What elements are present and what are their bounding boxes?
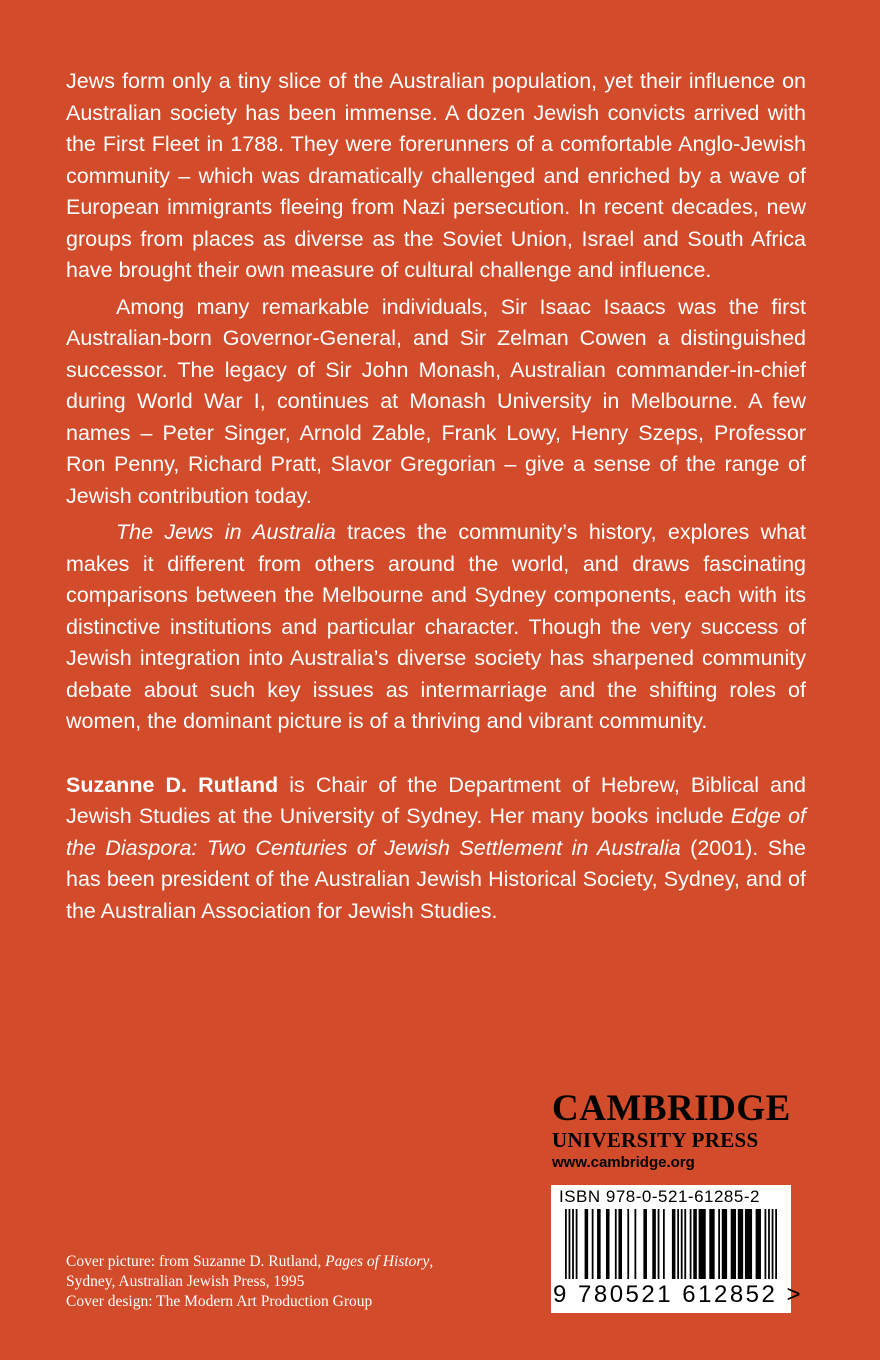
barcode-bar xyxy=(576,1209,578,1279)
credit-line-2: Sydney, Australian Jewish Press, 1995 xyxy=(66,1273,305,1290)
barcode-bar xyxy=(765,1209,767,1279)
publisher-url: www.cambridge.org xyxy=(552,1154,695,1171)
author-bio-text-2: (2001). She has been president of the Australian Jewish Historical Society, Sydney, and of the Australian Association for Jewish Studies. xyxy=(66,835,806,923)
barcode-bar xyxy=(768,1209,770,1279)
back-cover-blurb xyxy=(66,66,806,927)
barcode-bar xyxy=(690,1209,692,1279)
blurb-paragraph-2: Among many remarkable individuals, Sir Isaac Isaacs was the first Australian-born Governor-General, and Sir Zelman Cowen a distinguished successor. The legacy of Sir John Monash, Australian commander-in-chief during World War I, continues at Monash University in Melbourne. A few names – Peter Singer, Arnold Zable, Frank Lowy, Henry Szeps, Professor Ron Penny, Richard Pratt, Slavor Gregorian – give a sense of the range of Jewish contribution today. xyxy=(66,294,806,508)
blurb-paragraph-1: Jews form only a tiny slice of the Australian population, yet their influence on Australian society has been immense. A dozen Jewish convicts arrived with the First Fleet in 1788. They were forerunners of a comfortable Anglo-Jewish community – which was dramatically challenged and enriched by a wave of European immigrants fleeing from Nazi persecution. In recent decades, new groups from places as diverse as the Soviet Union, Israel and South Africa have brought their own measure of cultural challenge and influence. xyxy=(66,69,806,282)
barcode-bar xyxy=(684,1209,686,1279)
barcode-icon xyxy=(565,1209,777,1281)
blurb-paragraph-3 xyxy=(66,517,806,738)
barcode-bar xyxy=(565,1209,567,1279)
publisher-logo xyxy=(552,1090,792,1174)
credit-line-1 xyxy=(66,1252,506,1272)
credit-line-1-suffix: , xyxy=(429,1253,434,1270)
barcode-bar xyxy=(772,1209,774,1279)
publisher-name: CAMBRIDGE xyxy=(552,1088,791,1129)
barcode-bar xyxy=(585,1209,589,1279)
barcode-bar xyxy=(699,1209,706,1279)
cover-credits xyxy=(66,1252,506,1312)
author-name: Suzanne D. Rutland xyxy=(66,772,279,797)
barcode-bar xyxy=(745,1209,752,1279)
barcode-bar xyxy=(572,1209,574,1279)
barcode-bar xyxy=(677,1209,679,1279)
publisher-subname: UNIVERSITY PRESS xyxy=(552,1128,759,1152)
barcode-bar xyxy=(606,1209,610,1279)
barcode-bar xyxy=(569,1209,571,1279)
credit-line-1-prefix: Cover picture: from Suzanne D. Rutland, xyxy=(66,1253,326,1270)
blurb-paragraph-3-text: traces the community’s history, explores what makes it different from others around the world, and draws fascinating comparisons between the Melbourne and Sydney components, each with its distinctive institutions and particular character. Though the very success of Jewish integration into Australia’s diverse society has sharpened community debate about such key issues as intermarriage and the shifting roles of women, the dominant picture is of a thriving and vibrant community. xyxy=(66,520,806,733)
barcode-bar xyxy=(627,1209,629,1279)
credit-line-1-title: Pages of History xyxy=(325,1253,430,1270)
credit-line-3: Cover design: The Modern Art Production Group xyxy=(66,1293,373,1310)
barcode-bar xyxy=(658,1209,660,1279)
barcode-bar xyxy=(718,1209,720,1279)
barcode-bar xyxy=(652,1209,656,1279)
isbn-label: ISBN 978-0-521-61285-2 xyxy=(559,1187,760,1206)
barcode-bar xyxy=(738,1209,743,1279)
isbn-barcode xyxy=(551,1185,804,1313)
book-title: The Jews in Australia xyxy=(116,520,336,544)
barcode-bar xyxy=(592,1209,594,1279)
barcode-bar xyxy=(615,1209,617,1279)
barcode-bar xyxy=(597,1209,601,1279)
barcode-bar xyxy=(722,1209,727,1279)
barcode-bar xyxy=(709,1209,714,1279)
barcode-bar xyxy=(634,1209,636,1279)
barcode-digits: 9 780521 612852 > xyxy=(553,1281,804,1308)
barcode-bar xyxy=(672,1209,676,1279)
barcode-bar xyxy=(681,1209,683,1279)
author-bio-text-1: is Chair of the Department of Hebrew, Biblical and Jewish Studies at the University of Sydney. Her many books include xyxy=(66,772,806,828)
barcode-bar xyxy=(693,1209,697,1279)
author-bio xyxy=(66,770,806,928)
barcode-bar xyxy=(618,1209,622,1279)
barcode-bar xyxy=(643,1209,647,1279)
barcode-bar xyxy=(775,1209,777,1279)
barcode-bar xyxy=(756,1209,761,1279)
barcode-bar xyxy=(663,1209,665,1279)
barcode-bar xyxy=(731,1209,736,1279)
author-book-title: Edge of the Diaspora: Two Centuries of Jewish Settlement in Australia xyxy=(66,804,807,860)
